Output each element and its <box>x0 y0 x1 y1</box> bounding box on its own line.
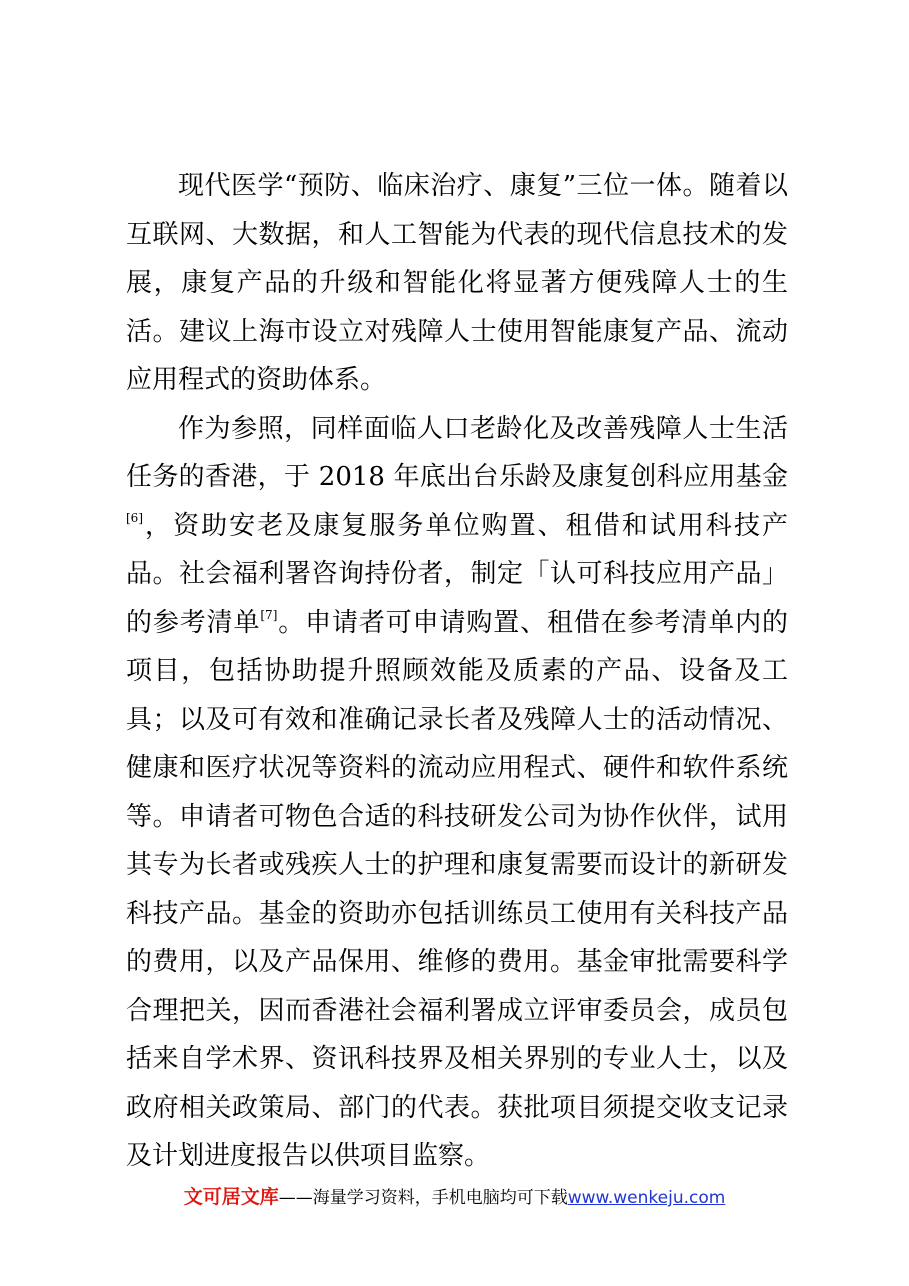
paragraph-2 <box>126 405 788 1181</box>
citation-6[interactable]: [6] <box>126 510 143 525</box>
paragraph-2-text-3: 。申请者可申请购置、租借在参考清单内的项目，包括协助提升照顾效能及质素的产品、设备及工具；以及可有效和准确记录长者及残障人士的活动情况、健康和医疗状况等资料的流动应用程式、硬件和软件系统等。申请者可物色合适的科技研发公司为协作伙伴，试用其专为长者或残疾人士的护理和康复需要而设计的新研发科技产品。基金的资助亦包括训练员工使用有关科技产品的费用，以及产品保用、维修的费用。基金审批需要科学合理把关，因而香港社会福利署成立评审委员会，成员包括来自学术界、资讯科技界及相关界别的专业人士，以及政府相关政策局、部门的代表。获批项目须提交收支记录及计划进度报告以供项目监察。 <box>126 607 788 1171</box>
paragraph-2-text-1: 作为参照，同样面临人口老龄化及改善残障人士生活任务的香港，于 2018 年底出台乐龄及康复创科应用基金 <box>126 413 788 492</box>
paragraph-2-text-2: ，资助安老及康复服务单位购置、租借和试用科技产品。社会福利署咨询持份者，制定「认可科技应用产品」的参考清单 <box>126 510 788 638</box>
paragraph-1: 现代医学“预防、临床治疗、康复”三位一体。随着以互联网、大数据，和人工智能为代表的现代信息技术的发展，康复产品的升级和智能化将显著方便残障人士的生活。建议上海市设立对残障人士使用智能康复产品、流动应用程式的资助体系。 <box>126 171 788 395</box>
website-link[interactable]: www.wenkeju.com <box>567 1188 726 1208</box>
citation-7[interactable]: [7] <box>260 607 278 622</box>
document-body <box>126 162 788 1181</box>
brand-name: 文可居文库 <box>183 1186 279 1208</box>
footer-tagline: ——海量学习资料，手机电脑均可下载 <box>278 1188 568 1208</box>
footer-banner <box>0 1182 909 1209</box>
